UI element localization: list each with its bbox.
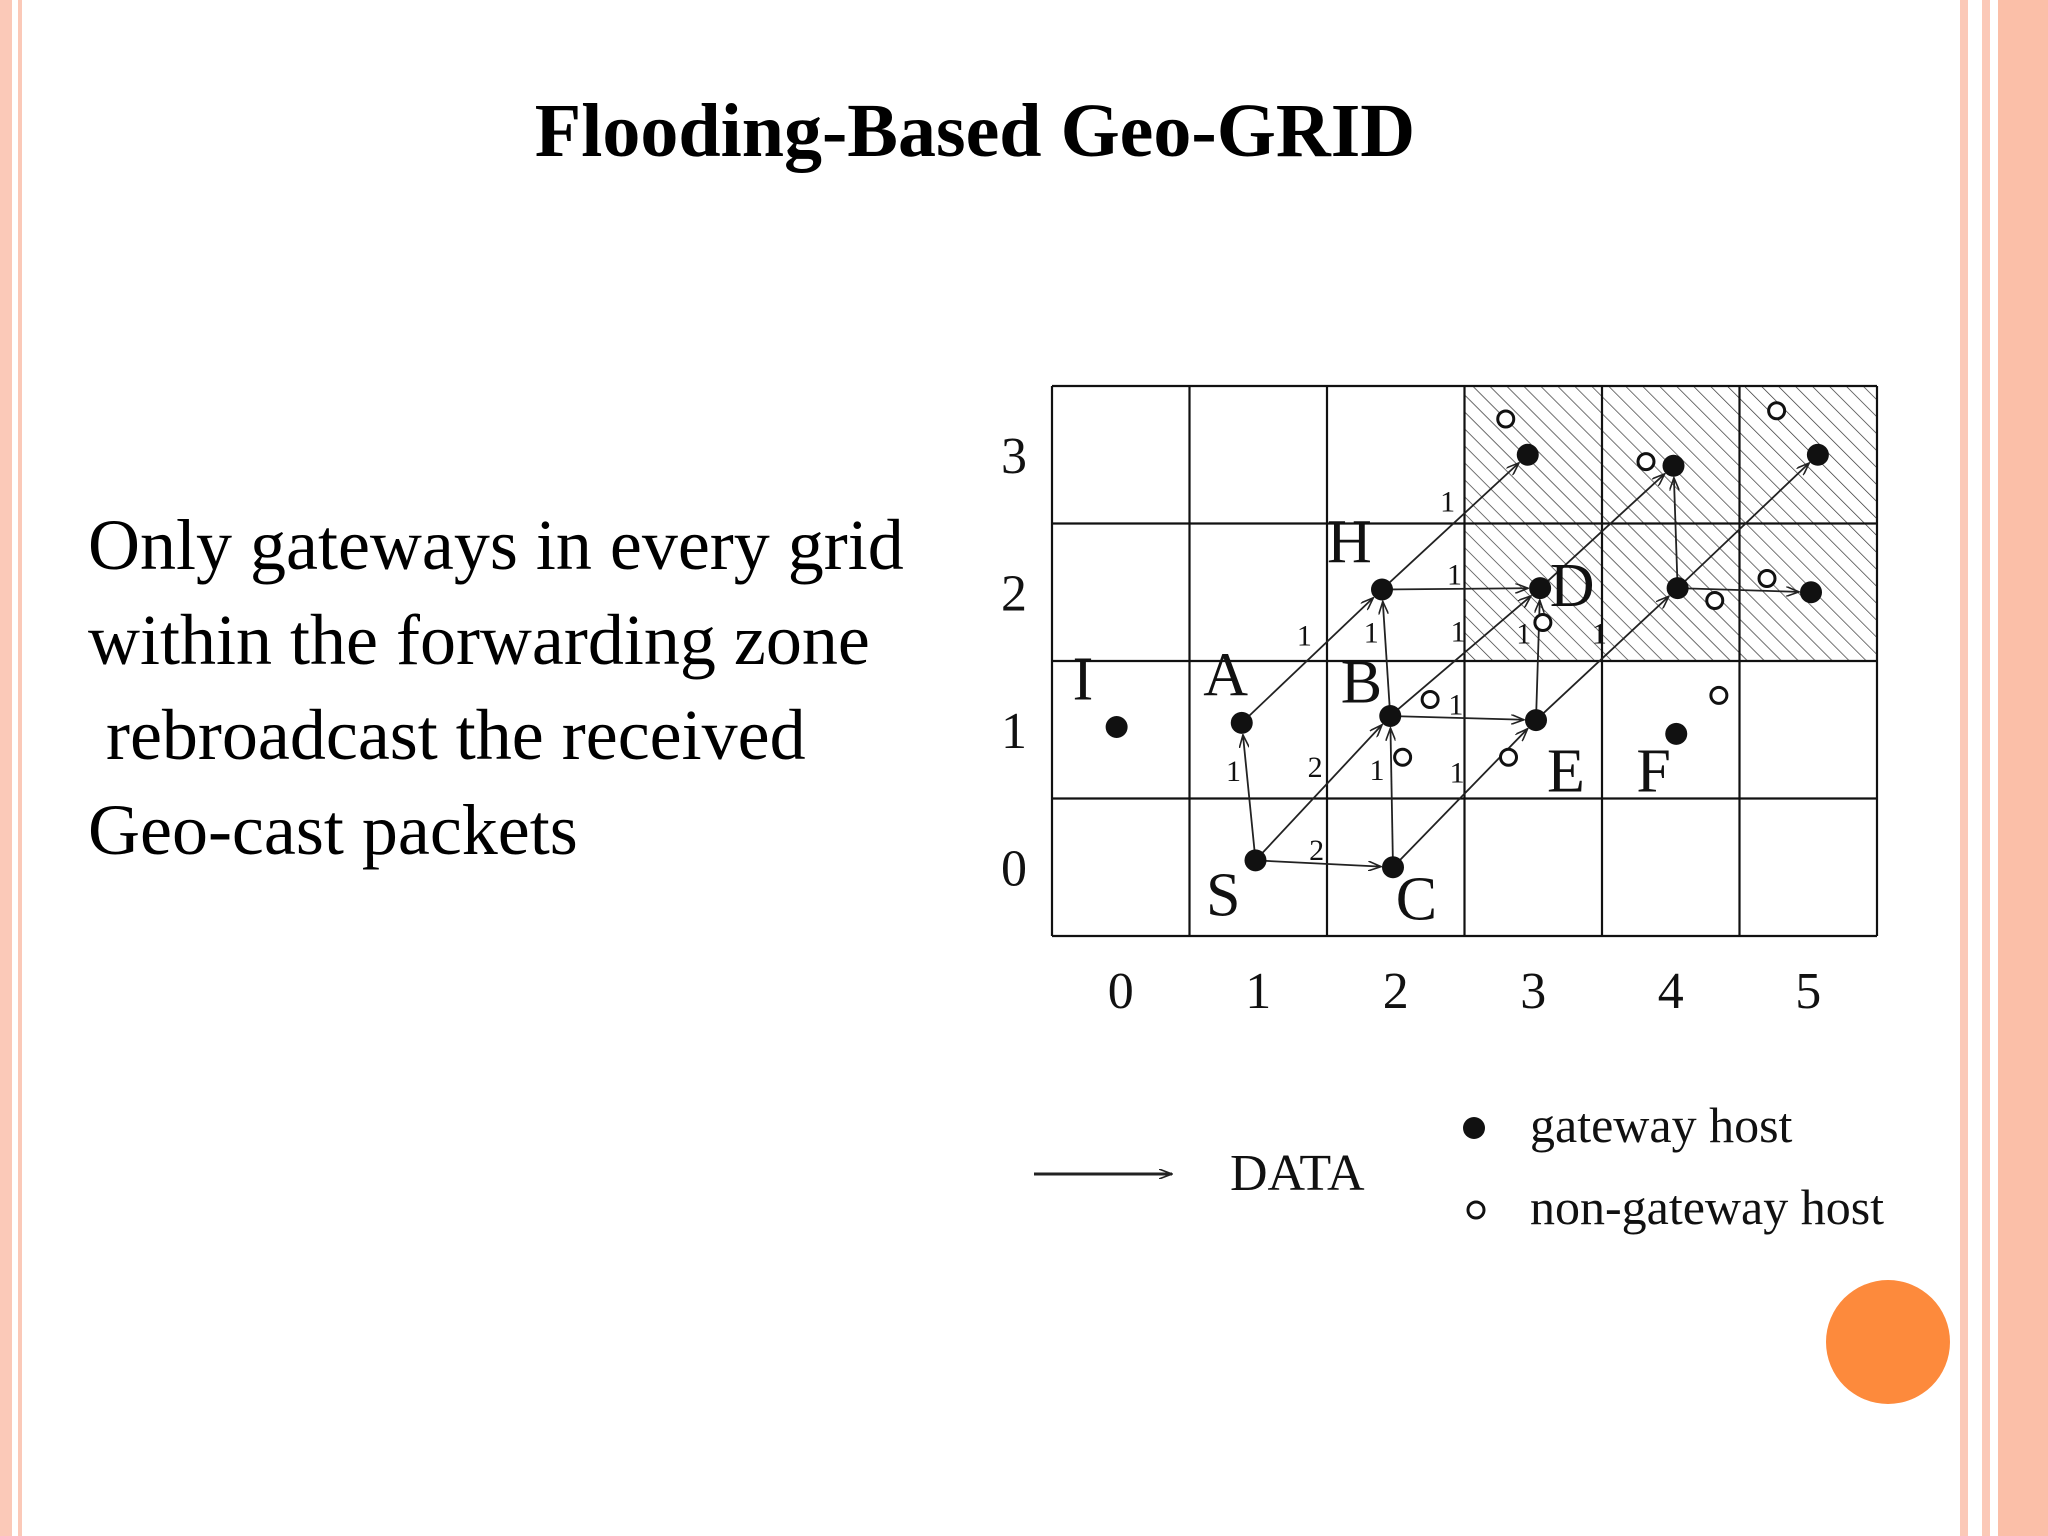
y-axis-label-3: 3 [1001, 427, 1027, 485]
legend-gateway-dot [1463, 1117, 1485, 1139]
body-line-2: within the forwarding zone [88, 600, 870, 680]
x-axis-label-2: 2 [1382, 963, 1409, 1020]
legend-gateway-label: gateway host [1530, 1097, 1793, 1153]
node-label-S: S [1206, 861, 1241, 930]
edge-weight-H-D: 1 [1446, 558, 1462, 592]
body-line-3: rebroadcast the received [88, 695, 806, 775]
edge-B-H [1383, 601, 1390, 708]
gateway-host-E [1525, 709, 1547, 731]
node-label-E: E [1547, 737, 1585, 806]
node-label-F: F [1636, 737, 1671, 806]
x-axis-label-0: 0 [1107, 963, 1134, 1020]
y-axis-label-0: 0 [1001, 840, 1027, 898]
x-axis-label-3: 3 [1520, 963, 1547, 1020]
edge-weight-E-D: 1 [1516, 617, 1532, 651]
edge-weight-S-A: 1 [1225, 754, 1241, 788]
edge-weight-B-D: 1 [1450, 615, 1466, 649]
non-gateway-host-n41 [1711, 687, 1727, 703]
y-axis-label-1: 1 [1001, 702, 1027, 760]
x-axis-label-5: 5 [1795, 963, 1822, 1020]
edge-C-B [1390, 728, 1392, 859]
node-label-D: D [1549, 552, 1595, 620]
x-axis-label-1: 1 [1245, 963, 1272, 1020]
non-gateway-host-n33 [1498, 411, 1514, 427]
legend-nongateway-label: non-gateway host [1530, 1179, 1885, 1235]
non-gateway-host-n42 [1707, 593, 1723, 609]
slide-decoration-circle [1826, 1280, 1950, 1404]
node-label-B: B [1340, 648, 1383, 717]
legend-data-label: DATA [1230, 1145, 1365, 1202]
edge-S-A [1243, 735, 1255, 853]
gateway-host-G53 [1807, 444, 1829, 466]
edge-weight-A-H: 1 [1296, 619, 1312, 653]
non-gateway-host-n21a [1395, 749, 1411, 765]
edge-weight-C-E: 1 [1449, 756, 1465, 790]
non-gateway-host-n32 [1535, 615, 1551, 631]
non-gateway-host-n52 [1759, 571, 1775, 587]
x-axis-label-4: 4 [1657, 963, 1684, 1020]
edge-weight-B-H: 1 [1363, 616, 1379, 650]
body-line-4: Geo-cast packets [88, 790, 578, 870]
edge-weight-S-C: 2 [1309, 834, 1325, 868]
gateway-host-G42 [1667, 577, 1689, 599]
non-gateway-host-n31 [1501, 749, 1517, 765]
edge-weight-B-E: 1 [1448, 688, 1464, 722]
node-label-H: H [1327, 508, 1372, 576]
y-axis-label-2: 2 [1001, 565, 1027, 623]
non-gateway-host-n21b [1422, 692, 1438, 708]
gateway-host-D [1529, 577, 1551, 599]
gateway-host-B [1379, 705, 1401, 727]
gateway-host-H [1371, 579, 1393, 601]
zone-cell-4-3 [1602, 386, 1740, 524]
edge-weight-S-B: 2 [1307, 750, 1323, 784]
gateway-host-S [1245, 849, 1267, 871]
node-labels [1073, 508, 1671, 934]
node-label-I: I [1072, 645, 1094, 714]
node-label-C: C [1395, 865, 1438, 934]
non-gateway-host-n43 [1638, 454, 1654, 470]
legend-nongateway-dot [1468, 1202, 1484, 1218]
node-label-A: A [1203, 641, 1249, 710]
edge-weight-E-G42: 1 [1591, 617, 1607, 651]
gateway-host-G43 [1663, 455, 1685, 477]
edge-weight-H-G33: 1 [1440, 485, 1456, 519]
gateway-host-G52 [1800, 581, 1822, 603]
gateway-host-G33 [1517, 444, 1539, 466]
gateway-host-I [1106, 716, 1128, 738]
body-line-1: Only gateways in every grid [88, 505, 904, 585]
edge-weight-C-B: 1 [1369, 754, 1385, 788]
gateway-host-A [1231, 712, 1253, 734]
legend [1034, 1097, 1884, 1235]
non-gateway-host-n53 [1769, 403, 1785, 419]
slide-title: Flooding-Based Geo-GRID [534, 89, 1416, 173]
